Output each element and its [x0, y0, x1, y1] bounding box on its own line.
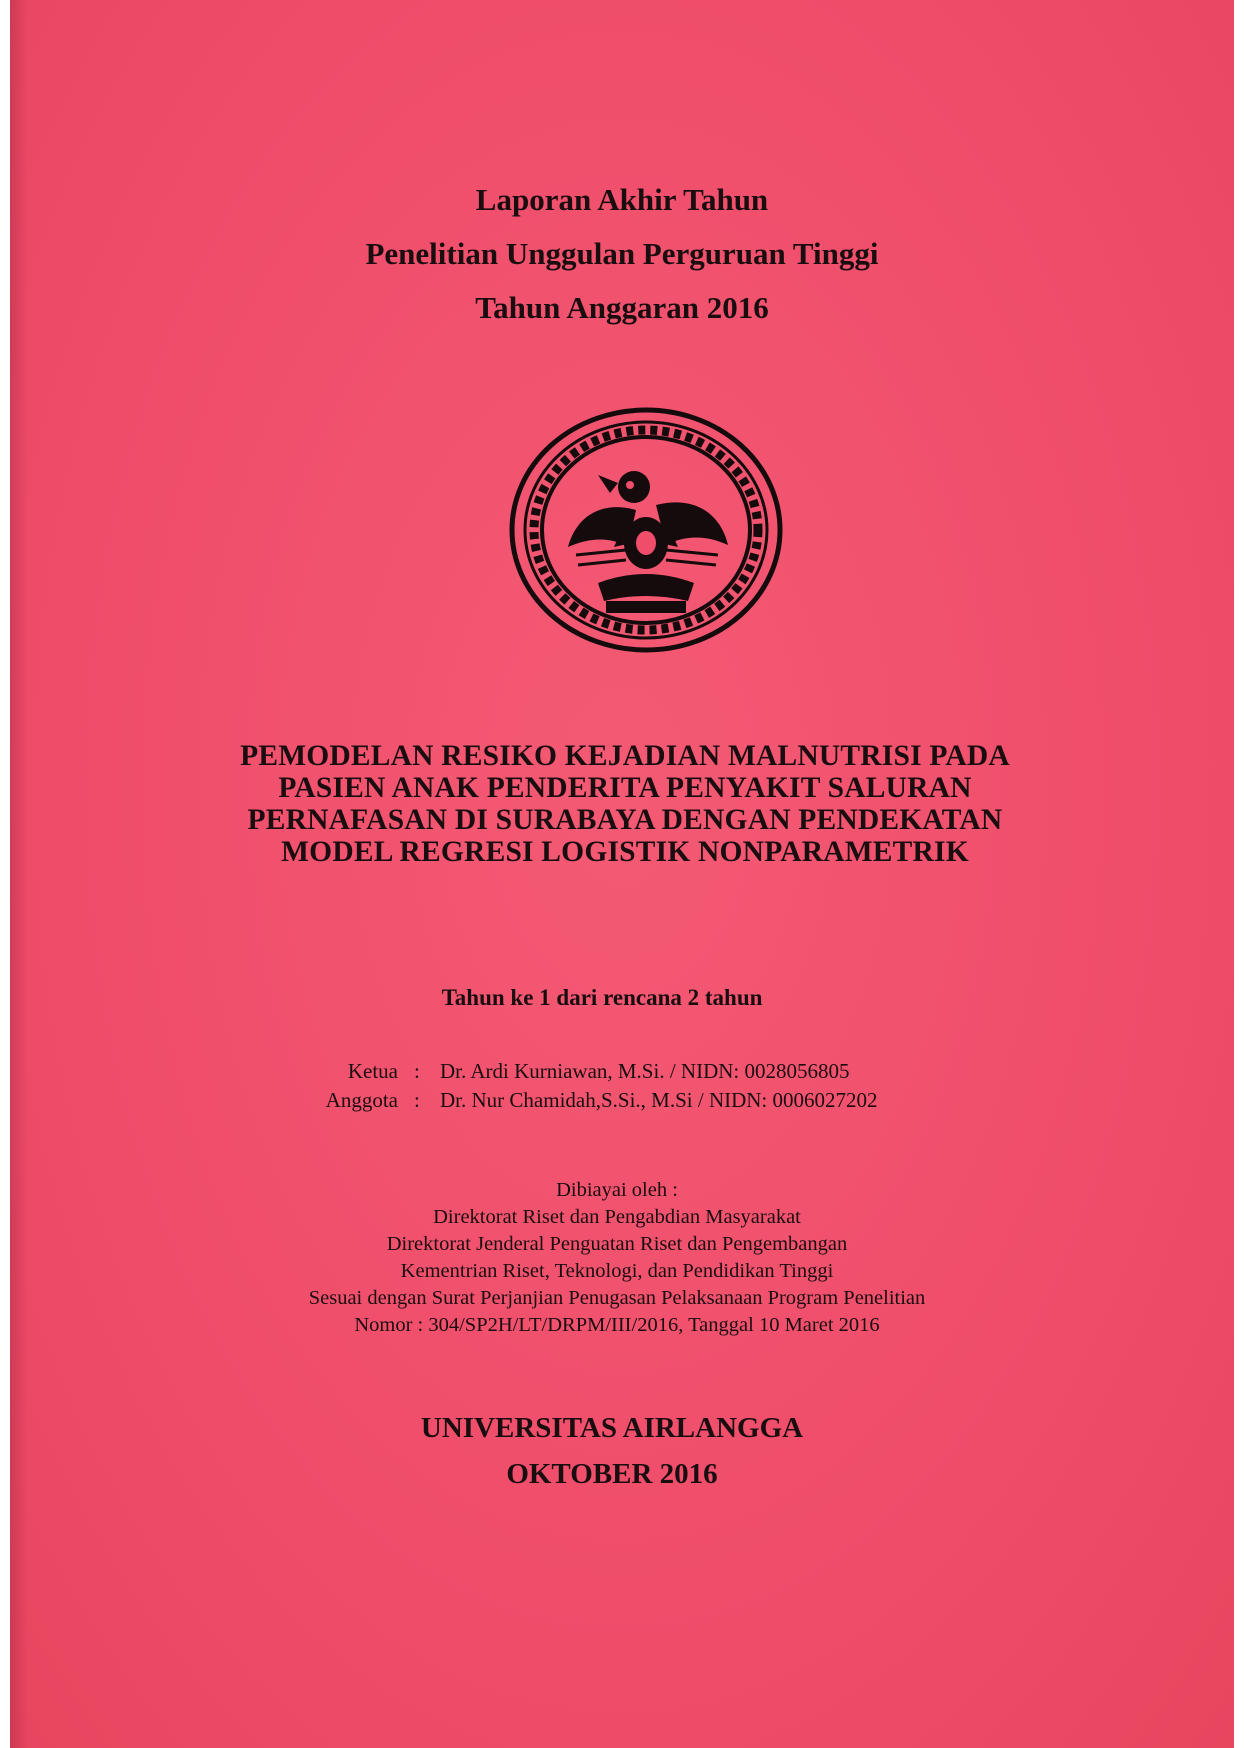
institution-name: UNIVERSITAS AIRLANGGA	[420, 1412, 804, 1444]
funding-statement	[10, 1177, 1229, 1339]
research-team	[10, 1057, 1234, 1115]
team-row-chair	[10, 1057, 1234, 1086]
team-role: Anggota	[325, 1088, 398, 1112]
funding-line: Dibiayai oleh :	[556, 1179, 678, 1201]
research-title	[200, 740, 1050, 868]
title-line: PASIEN ANAK PENDERITA PENYAKIT SALURAN	[278, 772, 972, 804]
year-plan: Tahun ke 1 dari rencana 2 tahun	[441, 985, 763, 1010]
report-date: OKTOBER 2016	[506, 1458, 718, 1490]
report-cover	[10, 0, 1234, 1748]
funding-line: Direktorat Riset dan Pengabdian Masyarakat	[433, 1206, 801, 1228]
team-member: Dr. Ardi Kurniawan, M.Si. / NIDN: 0028056805	[440, 1059, 850, 1083]
team-member: Dr. Nur Chamidah,S.Si., M.Si / NIDN: 0006027202	[440, 1088, 878, 1112]
team-colon: :	[414, 1059, 420, 1083]
university-seal-icon	[506, 405, 786, 655]
title-line: PEMODELAN RESIKO KEJADIAN MALNUTRISI PADA	[240, 740, 1010, 772]
team-role: Ketua	[347, 1059, 398, 1083]
team-row-member	[10, 1086, 1234, 1115]
funding-line: Direktorat Jenderal Penguatan Riset dan Pengembangan	[386, 1233, 848, 1255]
funding-line: Nomor : 304/SP2H/LT/DRPM/III/2016, Tanggal 10 Maret 2016	[354, 1314, 880, 1336]
report-type-heading: Laporan Akhir Tahun	[475, 182, 769, 217]
fiscal-year-heading: Tahun Anggaran 2016	[475, 290, 769, 325]
funding-line: Sesuai dengan Surat Perjanjian Penugasan Pelaksanaan Program Penelitian	[308, 1287, 926, 1309]
program-heading: Penelitian Unggulan Perguruan Tinggi	[365, 236, 879, 271]
title-line: PERNAFASAN DI SURABAYA DENGAN PENDEKATAN	[247, 804, 1003, 836]
funding-line: Kementrian Riset, Teknologi, dan Pendidikan Tinggi	[400, 1260, 834, 1282]
title-line: MODEL REGRESI LOGISTIK NONPARAMETRIK	[281, 836, 969, 868]
team-colon: :	[414, 1088, 420, 1112]
